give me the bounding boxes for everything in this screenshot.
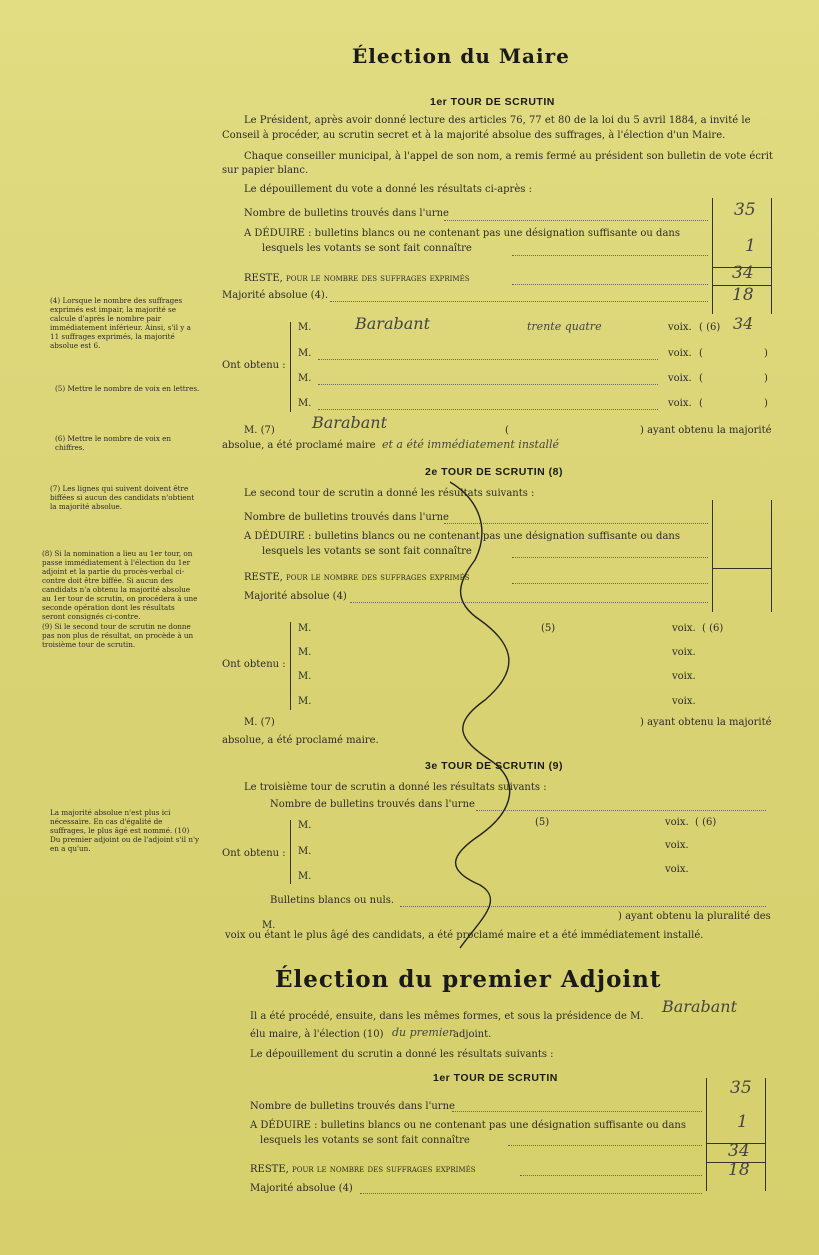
- voix-label: voix.: [672, 647, 696, 658]
- paren-6: ( (6): [699, 322, 721, 333]
- brace: [290, 820, 291, 884]
- leader-dots: [512, 583, 708, 584]
- adjoint-line2-hand: du premier: [392, 1026, 455, 1039]
- m-label: M.: [298, 348, 312, 359]
- adjoint-line1: Il a été procédé, ensuite, dans les mêmes formes, et sous la présidence de M.: [250, 1011, 644, 1022]
- mention-manuscrite: et a été immédiatement installé: [382, 438, 560, 451]
- note-10: La majorité absolue n'est plus ici nécessaire. En cas d'égalité de suffrages, le plus âgé est nommé. (10) Du premier adjoint ou de l'adjoint s'il n'y en a qu'un.: [50, 808, 200, 853]
- absolue-proclame: absolue, a été proclamé maire.: [222, 735, 379, 746]
- leader-dots: [318, 409, 658, 410]
- leader-dots: [330, 301, 708, 302]
- leader-dots: [360, 1193, 702, 1194]
- leader-dots: [508, 1145, 702, 1146]
- tally-rule: [712, 568, 772, 569]
- note-4: (4) Lorsque le nombre des suffrages exprimés est impair, la majorité se calcule d'après le nombre pair immédiatement inférieur. Ainsi, s'il y a 11 suffrages exprimés, la majorité absolue est 6.: [50, 296, 191, 350]
- nb-bulletins-label: Nombre de bulletins trouvés dans l'urne: [244, 208, 449, 219]
- tour3-intro: Le troisième tour de scrutin a donné les résultats suivants :: [244, 782, 547, 793]
- note-ref-5: (5): [535, 817, 550, 828]
- leader-dots: [512, 557, 708, 558]
- voix-ou-line: voix ou étant le plus âgé des candidats, a été proclamé maire et a été immédiatement installé.: [225, 930, 704, 941]
- candidat1-nom: Barabant: [355, 314, 430, 333]
- strike-squiggle: [420, 480, 540, 950]
- voix-label: voix.: [665, 864, 689, 875]
- adjoint-line2-end: adjoint.: [453, 1029, 492, 1040]
- m-label: M.: [298, 647, 312, 658]
- paren-open: (: [699, 398, 703, 409]
- value-deduire: 1: [745, 236, 756, 256]
- m-label: M.: [298, 398, 312, 409]
- adjoint-value-deduire: 1: [737, 1112, 748, 1132]
- title-election-maire: Élection du Maire: [352, 44, 570, 68]
- nb-bulletins-label: Nombre de bulletins trouvés dans l'urne: [270, 799, 475, 810]
- absolue-proclame: absolue, a été proclamé maire: [222, 440, 376, 451]
- ayant-obtenu: ) ayant obtenu la majorité: [640, 717, 772, 728]
- title-election-adjoint: Élection du premier Adjoint: [275, 966, 662, 993]
- m-label: M.: [298, 623, 312, 634]
- tour3-heading: 3e TOUR DE SCRUTIN (9): [425, 760, 563, 772]
- adjoint-value-nb-bulletins: 35: [730, 1078, 752, 1098]
- m-label: M.: [298, 373, 312, 384]
- adjoint-value-majorite: 18: [728, 1160, 750, 1180]
- note-9: (9) Si le second tour de scrutin ne donne pas non plus de résultat, on procède à un troisième tour de scrutin.: [42, 622, 194, 649]
- tally-box-tour2: [712, 500, 772, 612]
- m-label: M.: [298, 671, 312, 682]
- nb-bulletins-label: Nombre de bulletins trouvés dans l'urne: [250, 1101, 455, 1112]
- adjoint-line2-start: élu maire, à l'élection (10): [250, 1029, 384, 1040]
- ont-obtenu-label: Ont obtenu :: [222, 659, 286, 670]
- note-8: (8) Si la nomination a lieu au 1er tour, on passe immédiatement à l'élection du 1er adjoint et la partie du procès-verbal ci-contre doit être biffée. Si aucun des candidats n'a obtenu la majorité absolue au 1er tour de scrutin, on procédera à une seconde opération dont les résultats seront consignés ci-contre.: [42, 549, 198, 621]
- reste-label: RESTE, pour le nombre des suffrages exprimés: [244, 273, 470, 284]
- ayant-obtenu: ) ayant obtenu la majorité: [640, 425, 772, 436]
- intro2-line1: Chaque conseiller municipal, à l'appel de son nom, a remis fermé au président son bulletin de vote écrit: [244, 151, 773, 162]
- adjoint-president-nom: Barabant: [662, 997, 737, 1016]
- voix-label: voix.: [672, 623, 696, 634]
- depouillement-text: Le dépouillement du vote a donné les résultats ci-après :: [244, 184, 532, 195]
- value-reste: 34: [732, 263, 754, 283]
- reste-label: RESTE, pour le nombre des suffrages exprimés: [244, 572, 470, 583]
- tour2-intro: Le second tour de scrutin a donné les résultats suivants :: [244, 488, 535, 499]
- tour2-heading: 2e TOUR DE SCRUTIN (8): [425, 466, 563, 478]
- voix-label: voix.: [668, 348, 692, 359]
- candidat1-voix: 34: [733, 314, 754, 333]
- adjoint-tour1-heading: 1er TOUR DE SCRUTIN: [433, 1072, 558, 1084]
- intro2-line2: sur papier blanc.: [222, 165, 309, 176]
- m-label: M.: [298, 871, 312, 882]
- adjoint-value-reste: 34: [728, 1141, 750, 1161]
- nb-bulletins-label: Nombre de bulletins trouvés dans l'urne: [244, 512, 449, 523]
- voix-label: voix.: [672, 696, 696, 707]
- voix-label: voix.: [672, 671, 696, 682]
- leader-dots: [452, 1111, 702, 1112]
- leader-dots: [318, 384, 658, 385]
- deduire-line2: lesquels les votants se sont fait connaître: [260, 1135, 470, 1146]
- note-6: (6) Mettre le nombre de voix en chiffres.: [55, 434, 172, 452]
- blancs-nuls-label: Bulletins blancs ou nuls.: [270, 895, 395, 906]
- intro1-line1: Le Président, après avoir donné lecture des articles 76, 77 et 80 de la loi du 5 avril 1884, a invité le: [244, 115, 751, 126]
- voix-label: voix.: [668, 398, 692, 409]
- leader-dots: [444, 220, 708, 221]
- deduire-line2: lesquels les votants se sont fait connaître: [262, 243, 472, 254]
- paren-open: (: [699, 348, 703, 359]
- paren-close: ): [764, 373, 768, 384]
- majorite-label: Majorité absolue (4): [244, 591, 347, 602]
- brace: [290, 622, 291, 710]
- brace: [290, 322, 291, 412]
- m7-label: M. (7): [244, 717, 275, 728]
- paren-close: ): [764, 348, 768, 359]
- note-ref-5: (5): [541, 623, 556, 634]
- tour1-heading: 1er TOUR DE SCRUTIN: [430, 96, 555, 108]
- m-label: M.: [298, 696, 312, 707]
- paren-6: ( (6): [695, 817, 717, 828]
- m-label: M.: [298, 846, 312, 857]
- paren-open: (: [505, 425, 509, 436]
- deduire-line2: lesquels les votants se sont fait connaître: [262, 546, 472, 557]
- paren-open: (: [699, 373, 703, 384]
- paren-close: ): [764, 398, 768, 409]
- proclame-nom: Barabant: [312, 413, 387, 432]
- ont-obtenu-label: Ont obtenu :: [222, 360, 286, 371]
- deduire-line1: A DÉDUIRE : bulletins blancs ou ne contenant pas une désignation suffisante ou dans: [244, 531, 680, 542]
- leader-dots: [520, 1175, 702, 1176]
- m7-label: M. (7): [244, 425, 275, 436]
- candidat1-voix-lettres: trente quatre: [527, 320, 602, 333]
- adjoint-line3: Le dépouillement du scrutin a donné les résultats suivants :: [250, 1049, 554, 1060]
- voix-label: voix.: [668, 322, 692, 333]
- deduire-line1: A DÉDUIRE : bulletins blancs ou ne contenant pas une désignation suffisante ou dans: [244, 228, 680, 239]
- m-label: M.: [298, 820, 312, 831]
- voix-label: voix.: [665, 817, 689, 828]
- majorite-label: Majorité absolue (4).: [222, 290, 329, 301]
- reste-label: RESTE, pour le nombre des suffrages exprimés: [250, 1164, 476, 1175]
- note-7: (7) Les lignes qui suivent doivent être biffées si aucun des candidats n'obtient la majorité absolue.: [50, 484, 195, 511]
- value-majorite: 18: [732, 285, 754, 305]
- note-5: (5) Mettre le nombre de voix en lettres.: [55, 384, 200, 393]
- ayant-obtenu-pluralite: ) ayant obtenu la pluralité des: [618, 911, 771, 922]
- voix-label: voix.: [665, 840, 689, 851]
- leader-dots: [318, 359, 658, 360]
- m-label: M.: [298, 322, 312, 333]
- value-nb-bulletins: 35: [734, 200, 756, 220]
- majorite-label: Majorité absolue (4): [250, 1183, 353, 1194]
- deduire-line1: A DÉDUIRE : bulletins blancs ou ne contenant pas une désignation suffisante ou dans: [250, 1120, 686, 1131]
- ont-obtenu-label: Ont obtenu :: [222, 848, 286, 859]
- leader-dots: [512, 255, 708, 256]
- paren-6: ( (6): [702, 623, 724, 634]
- m-label: M.: [262, 920, 276, 931]
- leader-dots: [512, 284, 708, 285]
- voix-label: voix.: [668, 373, 692, 384]
- intro1-line2: Conseil à procéder, au scrutin secret et à la majorité absolue des suffrages, à l'élection d'un Maire.: [222, 130, 726, 141]
